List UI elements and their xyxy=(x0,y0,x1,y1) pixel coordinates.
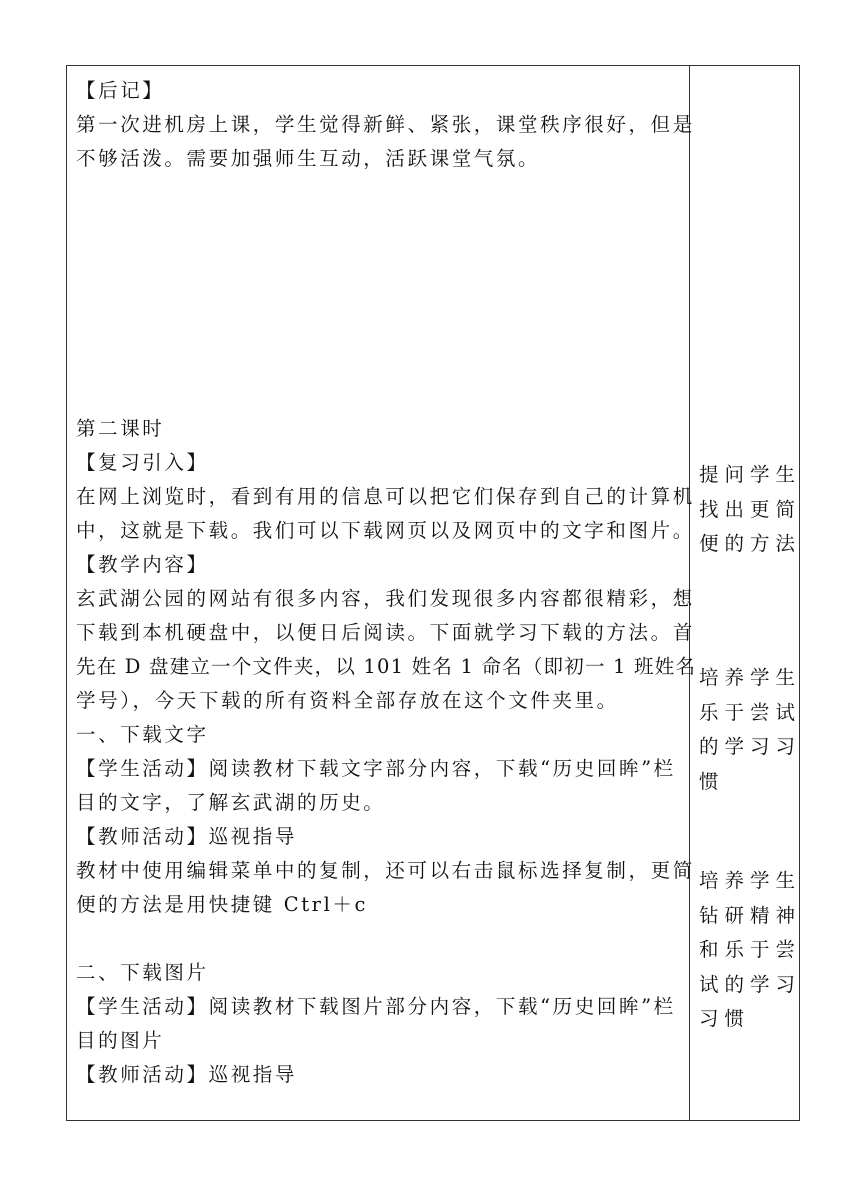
review-heading: 【复习引入】 xyxy=(76,451,209,474)
side-note-line: 钻研精神 xyxy=(699,903,802,927)
content-line: 学号），今天下载的所有资料全部存放在这个文件夹里。 xyxy=(76,689,619,712)
section1-note-line: 便的方法是用快捷键 Ctrl＋c xyxy=(76,893,369,916)
content-line: 先在 D 盘建立一个文件夹，以 101 姓名 1 命名（即初一 1 班姓名 xyxy=(76,655,697,678)
main-column xyxy=(76,74,697,1092)
side-note-line: 提问学生 xyxy=(699,463,802,486)
section1-teacher: 【教师活动】巡视指导 xyxy=(76,825,298,848)
side-note-line: 和乐于尝 xyxy=(699,938,802,961)
afterword-line: 不够活泼。需要加强师生互动，活跃课堂气氛。 xyxy=(76,147,541,170)
review-line: 中，这就是下载。我们可以下载网页以及网页中的文字和图片。 xyxy=(76,519,695,542)
section2-teacher: 【教师活动】巡视指导 xyxy=(76,1063,298,1086)
section2-student-line: 目的图片 xyxy=(76,1029,165,1052)
side-note-line: 惯 xyxy=(699,769,725,793)
side-note-questioning xyxy=(699,458,802,562)
afterword-heading: 【后记】 xyxy=(76,79,165,102)
section2-student-line: 【学生活动】阅读教材下载图片部分内容，下载“历史回眸”栏 xyxy=(76,995,676,1018)
side-note-line: 的学习习 xyxy=(699,735,802,758)
section1-title: 一、下载文字 xyxy=(76,723,209,746)
afterword-line: 第一次进机房上课，学生觉得新鲜、紧张，课堂秩序很好，但是 xyxy=(76,113,695,136)
side-note-line: 便的方法 xyxy=(699,532,802,555)
section1-note-line: 教材中使用编辑菜单中的复制，还可以右击鼠标选择复制，更简 xyxy=(76,859,695,882)
review-line: 在网上浏览时，看到有用的信息可以把它们保存到自己的计算机 xyxy=(76,485,695,508)
side-note-research-habit xyxy=(699,864,802,1037)
section2-title: 二、下载图片 xyxy=(76,961,209,984)
side-note-line: 培养学生 xyxy=(699,666,802,689)
side-note-line: 乐于尝试 xyxy=(699,700,802,724)
side-note-line: 试的学习 xyxy=(699,972,802,996)
content-line: 下载到本机硬盘中，以便日后阅读。下面就学习下载的方法。首 xyxy=(76,621,695,644)
lesson-plan-table xyxy=(66,65,800,1121)
blank-space xyxy=(76,176,684,412)
side-note-line: 习惯 xyxy=(699,1007,751,1030)
section1-student-line: 目的文字，了解玄武湖的历史。 xyxy=(76,791,386,814)
content-line: 玄武湖公园的网站有很多内容，我们发现很多内容都很精彩，想 xyxy=(76,587,695,610)
blank-line xyxy=(76,922,684,956)
section1-student-line: 【学生活动】阅读教材下载文字部分内容，下载“历史回眸”栏 xyxy=(76,757,676,780)
side-note-attempt-habit xyxy=(699,661,802,799)
side-note-line: 找出更简 xyxy=(699,497,802,521)
content-heading: 【教学内容】 xyxy=(76,553,209,576)
side-note-line: 培养学生 xyxy=(699,869,802,892)
lesson-title: 第二课时 xyxy=(76,417,165,440)
